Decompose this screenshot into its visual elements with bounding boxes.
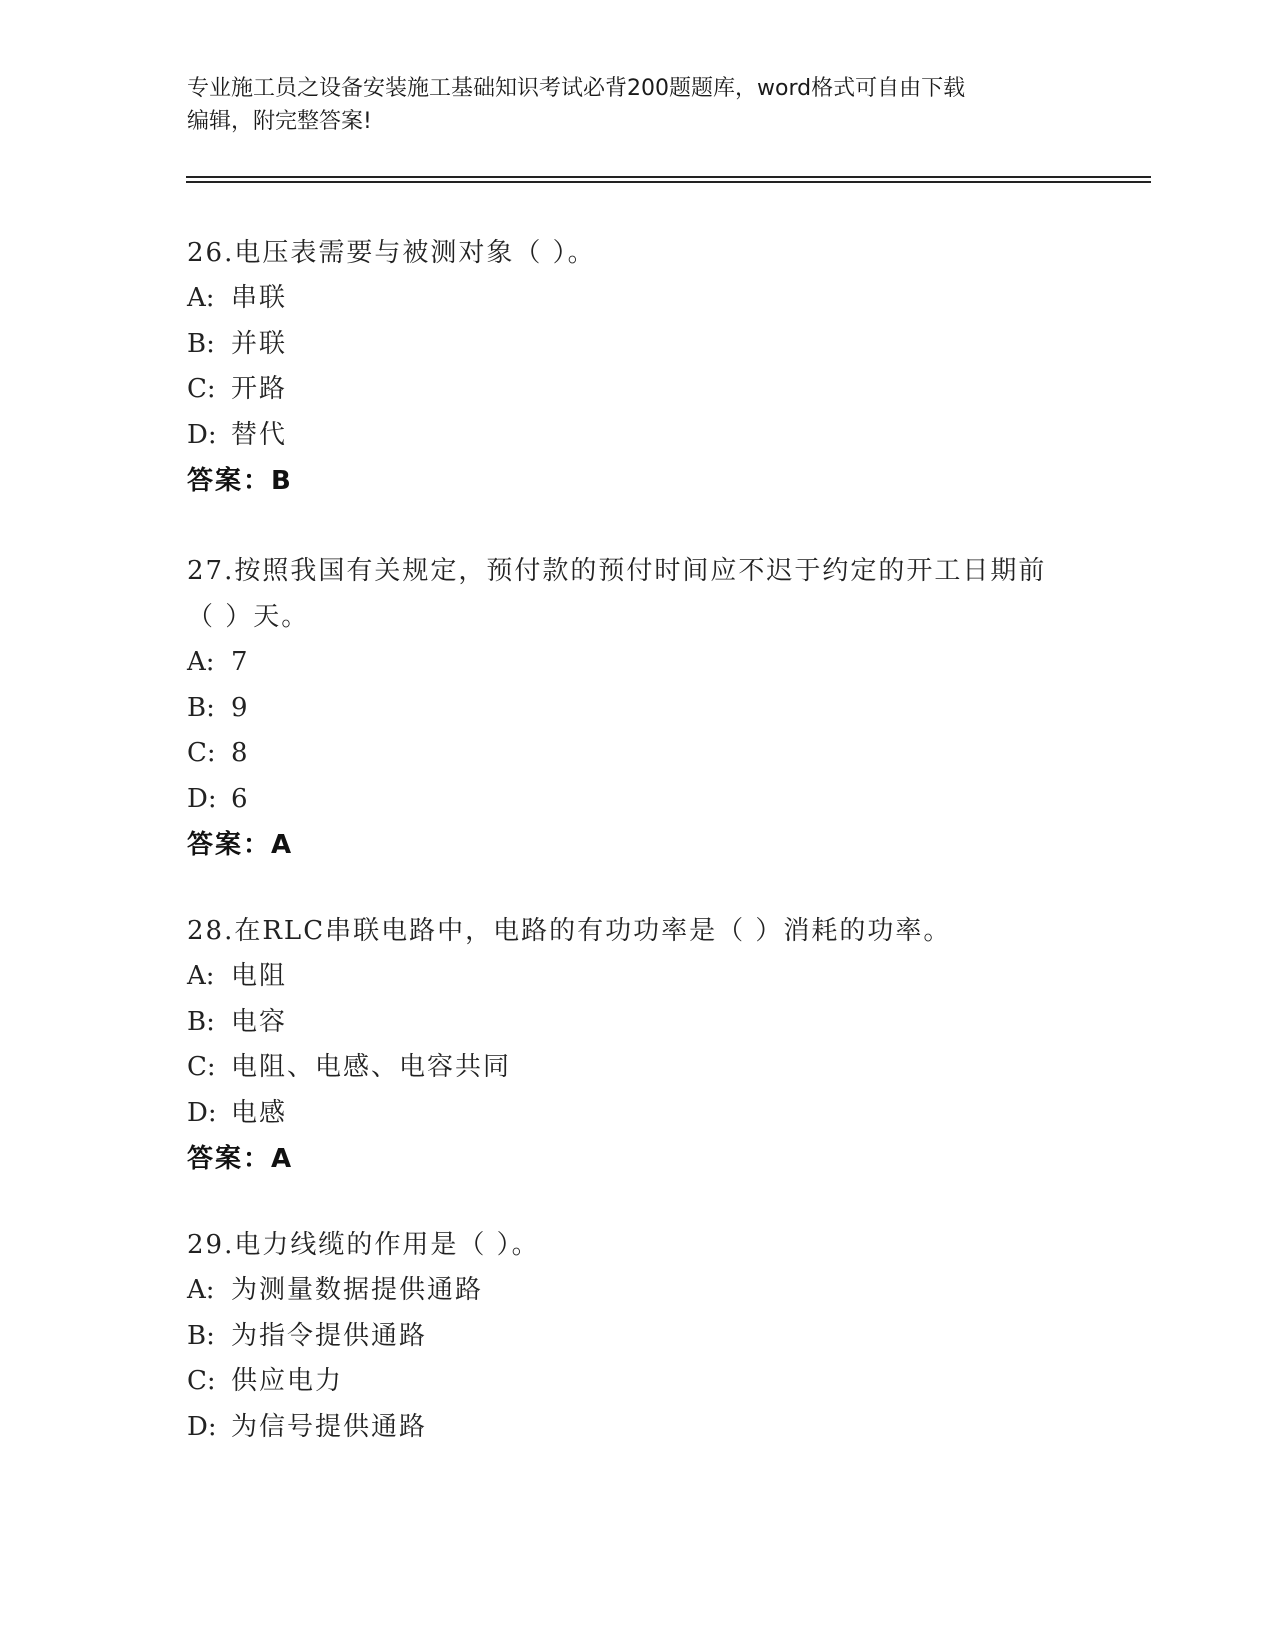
header-divider-top <box>186 176 1151 178</box>
option-key: A: <box>187 647 215 677</box>
option-text: 6 <box>231 783 250 814</box>
question-text: 26.电压表需要与被测对象（ ）。 <box>187 238 596 268</box>
option-key: C: <box>187 1052 216 1082</box>
option-c <box>187 1045 1087 1091</box>
option-key: B: <box>187 1320 215 1351</box>
option-text: 串联 <box>231 283 288 313</box>
header-divider-bottom <box>186 181 1151 183</box>
answer-line <box>187 822 1087 868</box>
option-text: 电容 <box>231 1006 288 1037</box>
option-d <box>187 777 1087 823</box>
option-key: C: <box>187 1366 216 1396</box>
option-key: A: <box>187 961 215 991</box>
answer-line <box>187 458 1087 504</box>
option-c <box>187 731 1087 777</box>
option-text: 电阻 <box>231 961 288 991</box>
question-29 <box>187 1222 1087 1450</box>
option-d <box>187 1405 1087 1451</box>
option-key: C: <box>187 738 216 768</box>
question-28 <box>187 908 1087 1182</box>
answer-label: 答案： <box>187 1144 272 1174</box>
option-key: B: <box>187 328 215 359</box>
option-d <box>187 1091 1087 1137</box>
option-c <box>187 1359 1087 1405</box>
option-text: 为测量数据提供通路 <box>231 1275 484 1305</box>
option-key: D: <box>187 783 217 814</box>
question-text: 29.电力线缆的作用是（ ）。 <box>187 1230 540 1260</box>
option-a <box>187 954 1087 1000</box>
question-26 <box>187 230 1087 504</box>
option-key: D: <box>187 1411 217 1442</box>
option-text: 供应电力 <box>231 1366 344 1396</box>
option-text: 电阻、电感、电容共同 <box>231 1052 512 1082</box>
option-a <box>187 276 1087 322</box>
option-a <box>187 1268 1087 1314</box>
question-text-line-1: 27.按照我国有关规定，预付款的预付时间应不迟于约定的开工日期前 <box>187 556 1047 586</box>
option-b <box>187 322 1087 368</box>
option-d <box>187 413 1087 459</box>
option-text: 7 <box>231 647 250 677</box>
answer-label: 答案： <box>187 466 272 496</box>
document-header <box>187 72 1087 138</box>
option-text: 替代 <box>231 419 288 450</box>
option-b <box>187 1314 1087 1360</box>
option-text: 为指令提供通路 <box>231 1320 428 1351</box>
option-text: 开路 <box>231 374 288 404</box>
option-c <box>187 367 1087 413</box>
answer-line <box>187 1136 1087 1182</box>
question-text: 28.在RLC串联电路中，电路的有功功率是（ ）消耗的功率。 <box>187 916 952 946</box>
option-key: A: <box>187 283 215 313</box>
option-text: 并联 <box>231 328 288 359</box>
option-b <box>187 1000 1087 1046</box>
option-key: D: <box>187 419 217 450</box>
answer-value: B <box>271 466 291 496</box>
option-text: 电感 <box>231 1097 288 1128</box>
header-line-1: 专业施工员之设备安装施工基础知识考试必背200题题库，word格式可自由下载 <box>187 76 966 101</box>
option-key: A: <box>187 1275 215 1305</box>
option-key: D: <box>187 1097 217 1128</box>
option-text: 9 <box>231 692 250 723</box>
option-text: 为信号提供通路 <box>231 1411 428 1442</box>
answer-value: A <box>271 830 292 860</box>
question-text <box>187 548 1087 640</box>
option-b <box>187 686 1087 732</box>
option-key: B: <box>187 1006 215 1037</box>
header-line-2: 编辑，附完整答案! <box>187 109 372 134</box>
answer-value: A <box>271 1144 292 1174</box>
option-a <box>187 640 1087 686</box>
answer-label: 答案： <box>187 830 272 860</box>
question-text-line-2: （ ）天。 <box>187 602 310 632</box>
option-key: C: <box>187 374 216 404</box>
option-key: B: <box>187 692 215 723</box>
option-text: 8 <box>231 738 250 768</box>
question-27 <box>187 548 1087 868</box>
